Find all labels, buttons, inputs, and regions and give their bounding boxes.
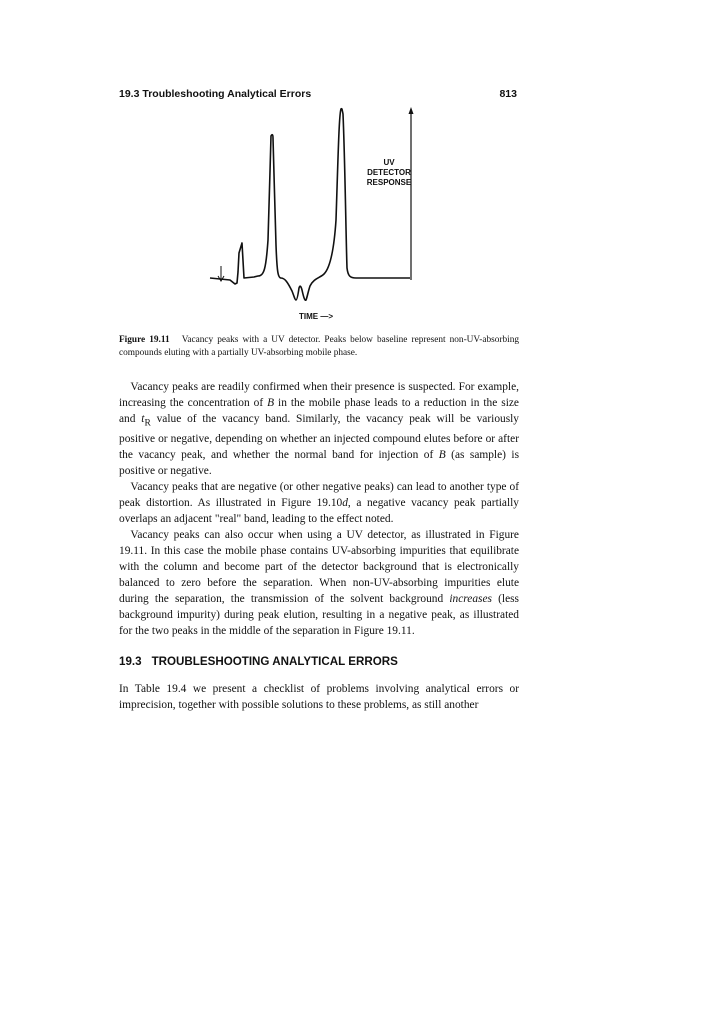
chromatogram-figure <box>200 100 440 322</box>
paragraph <box>119 379 519 479</box>
text-run: , a negative vacancy peak partially overlaps an adjacent "real" band, leading to the effect noted. <box>119 497 519 526</box>
body-text <box>119 379 519 639</box>
text-run: Vacancy peaks can also occur when using a UV detector, as illustrated in Figure 19.11. In this case the mobile phase contains UV-absorbing impurities that equilibrate with the column and become part of the detector background that is electronically balanced to zero before the separation. When non-UV-absorbing impurities elute during the separation, the transmission of the solvent background <box>119 529 519 606</box>
final-paragraph: In Table 19.4 we present a checklist of problems involving analytical errors or imprecision, together with possible solutions to these problems, as still another <box>119 683 519 711</box>
subscript: R <box>144 418 151 429</box>
figure-caption <box>119 334 519 359</box>
emphasis: t <box>141 413 145 425</box>
axis-label-line-2: DETECTOR <box>367 168 411 177</box>
response-axis-arrowhead <box>409 107 414 114</box>
text-run: Vacancy peaks that are negative (or other negative peaks) can lead to another type of peak distortion. As illustrated in Figure 19.10 <box>119 481 519 510</box>
figure-19-11 <box>200 100 440 322</box>
text-run: (less background impurity) during peak elution, resulting in a negative peak, as illustrated for the two peaks in the middle of the separation in Figure 19.11. <box>119 593 519 638</box>
paragraph <box>119 527 519 639</box>
paragraph <box>119 479 519 527</box>
section-heading <box>119 655 398 668</box>
text-run: (as sample) is positive or negative. <box>119 449 520 478</box>
text-run: value of the vacancy band. Similarly, the vacancy peak will be variously positive or negative, depending on whether an injected compound elutes before or after the vacancy peak, and whether the normal band for injection of <box>119 413 519 462</box>
time-axis-label: TIME —> <box>299 312 334 321</box>
running-head-title: 19.3 Troubleshooting Analytical Errors <box>119 88 312 100</box>
emphasis: d <box>342 497 348 510</box>
section-title: TROUBLESHOOTING ANALYTICAL ERRORS <box>151 655 398 668</box>
section-number: 19.3 <box>119 655 142 668</box>
axis-label-line-3: RESPONSE <box>366 178 412 187</box>
page-number: 813 <box>499 88 517 100</box>
body-text-continued <box>119 681 519 713</box>
axis-label-line-1: UV <box>383 158 395 167</box>
emphasis: B <box>267 397 275 409</box>
chromatogram-trace <box>210 109 410 301</box>
text-run: in the mobile phase leads to a reduction in the size and <box>119 397 519 425</box>
text-run: Vacancy peaks are readily confirmed when their presence is suspected. For example, increasing the concentration of <box>119 381 519 409</box>
emphasis: B <box>438 449 446 462</box>
caption-label: Figure 19.11 <box>119 335 170 345</box>
caption-text: Vacancy peaks with a UV detector. Peaks below baseline represent non-UV-absorbing compounds eluting with a partially UV-absorbing mobile phase. <box>119 335 519 358</box>
emphasis: increases <box>449 593 492 606</box>
